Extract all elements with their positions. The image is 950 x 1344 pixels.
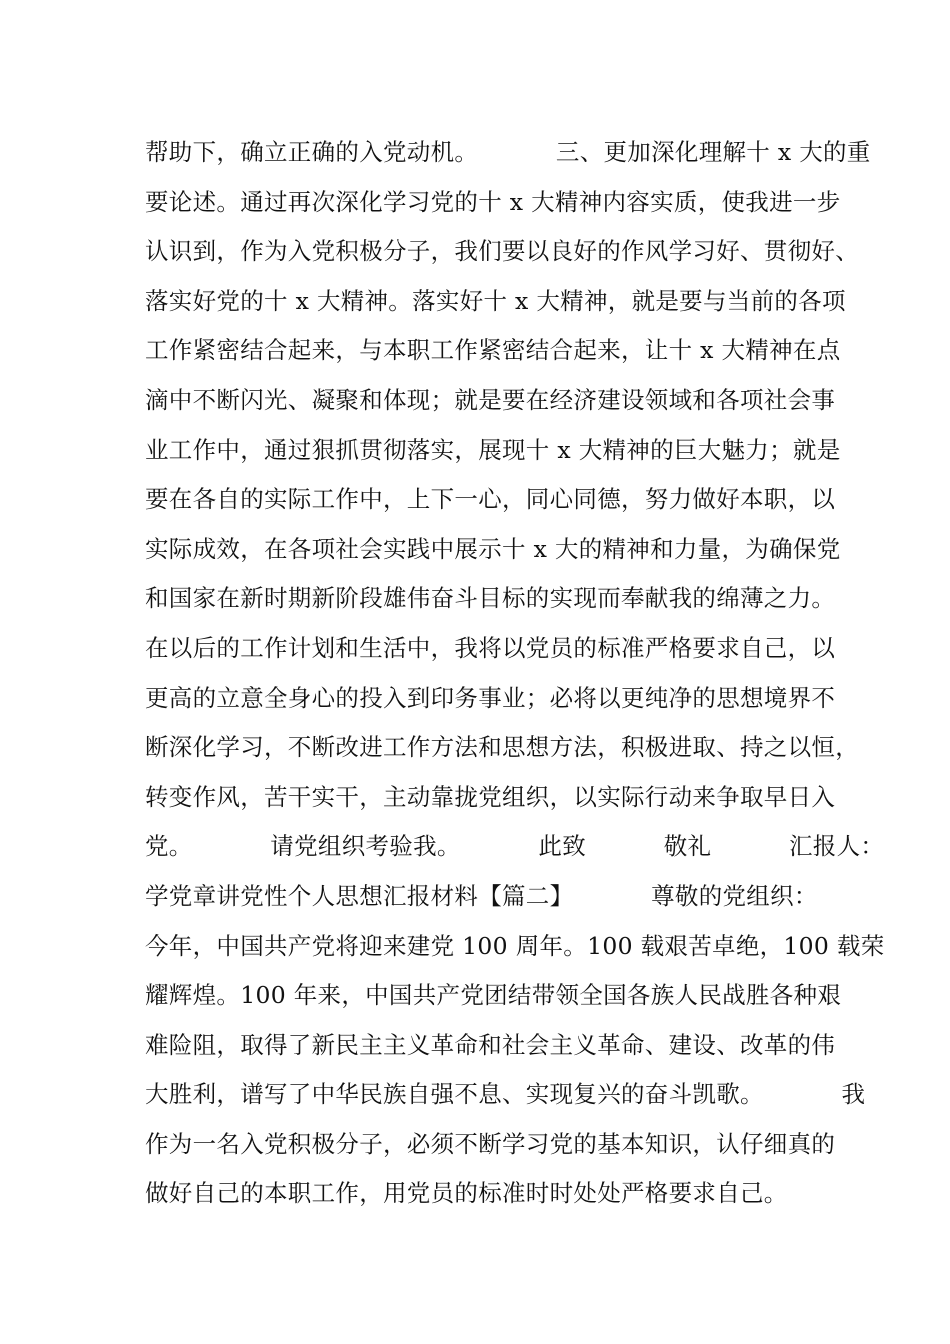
text-line: 认识到，作为入党积极分子，我们要以良好的作风学习好、贯彻好、 [145,237,859,266]
text-line: 工作紧密结合起来，与本职工作紧密结合起来，让十 x 大精神在点 [145,336,841,365]
body-text [145,128,885,1219]
text-line: 做好自己的本职工作，用党员的标准时时处处严格要求自己。 [145,1179,788,1208]
text-line: 实际成效，在各项社会实践中展示十 x 大的精神和力量，为确保党 [145,534,841,563]
text-line: 转变作风，苦干实干，主动靠拢党组织，以实际行动来争取早日入 [145,782,836,811]
text-line: 党。 请党组织考验我。 此致 敬礼 汇报人： [145,832,885,861]
text-line: 和国家在新时期新阶段雄伟奋斗目标的实现而奉献我的绵薄之力。 [145,584,836,613]
text-line: 帮助下，确立正确的入党动机。 三、更加深化理解十 x 大的重 [145,138,871,166]
text-line: 要论述。通过再次深化学习党的十 x 大精神内容实质，使我进一步 [145,187,841,216]
text-line: 在以后的工作计划和生活中，我将以党员的标准严格要求自己，以 [145,633,836,662]
text-line: 耀辉煌。100 年来，中国共产党团结带领全国各族人民战胜各种艰 [145,981,842,1010]
text-line: 难险阻，取得了新民主主义革命和社会主义革命、建设、改革的伟 [145,1030,836,1059]
text-line: 要在各自的实际工作中，上下一心，同心同德，努力做好本职，以 [145,485,836,514]
text-line: 作为一名入党积极分子，必须不断学习党的基本知识，认仔细真的 [145,1129,836,1158]
text-line: 今年，中国共产党将迎来建党 100 周年。100 载艰苦卓绝，100 载荣 [145,931,885,960]
text-line: 大胜利，谱写了中华民族自强不息、实现复兴的奋斗凯歌。 我 [145,1080,866,1109]
text-line: 更高的立意全身心的投入到印务事业；必将以更纯净的思想境界不 [145,683,836,712]
text-line: 断深化学习，不断改进工作方法和思想方法，积极进取、持之以恒， [145,733,859,762]
text-line: 滴中不断闪光、凝聚和体现；就是要在经济建设领域和各项社会事 [145,385,836,414]
section-heading-line: 学党章讲党性个人思想汇报材料【篇二】 尊敬的党组织： [145,881,818,910]
text-line: 业工作中，通过狠抓贯彻落实，展现十 x 大精神的巨大魅力；就是 [145,435,841,464]
text-line: 落实好党的十 x 大精神。落实好十 x 大精神，就是要与当前的各项 [145,286,846,315]
